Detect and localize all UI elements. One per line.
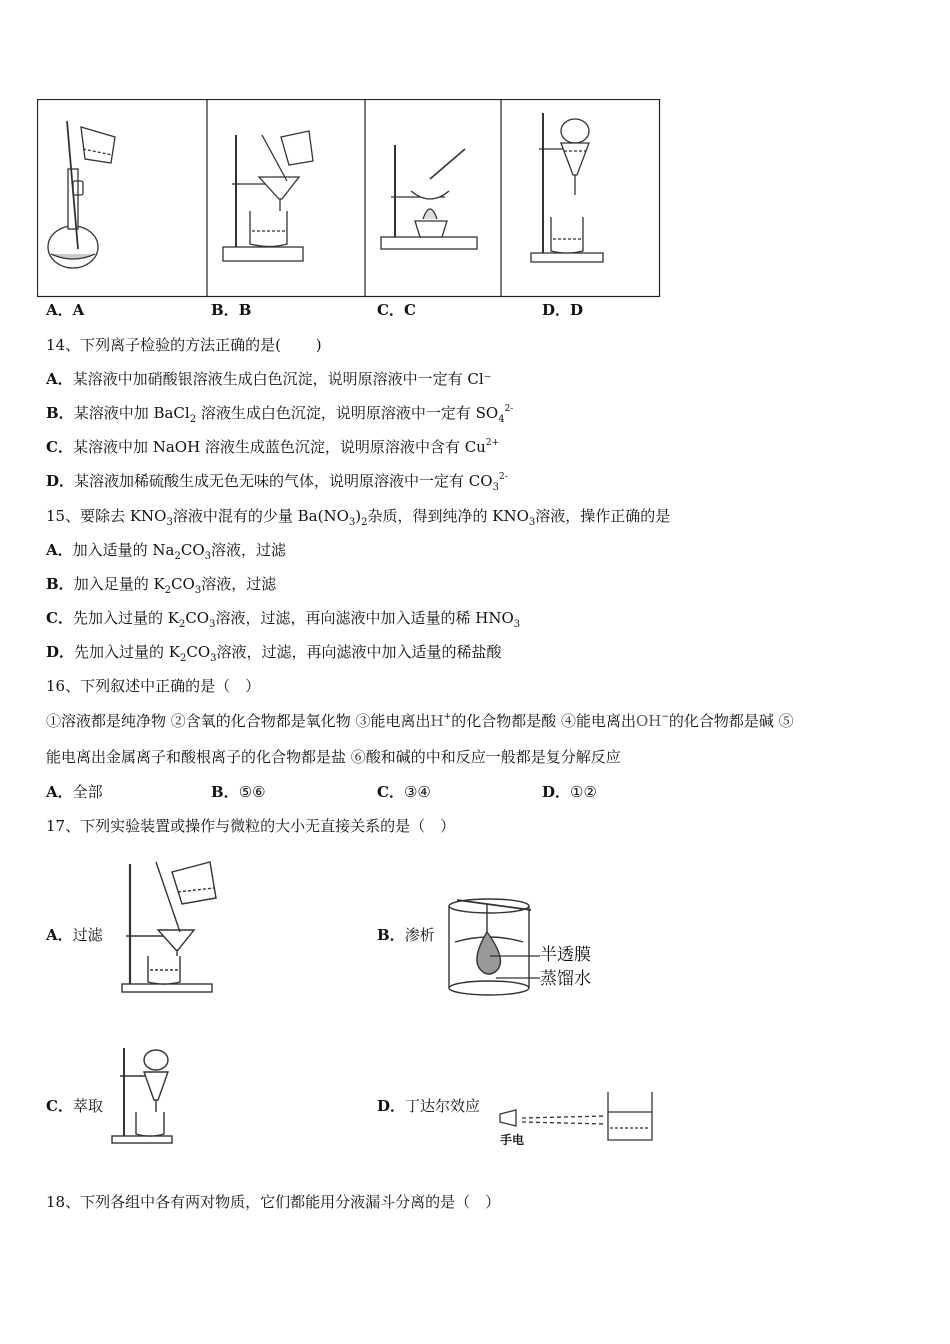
water-label: 蒸馏水 xyxy=(540,969,591,989)
filtration-figure xyxy=(223,131,313,261)
q17-option-c[interactable]: C．萃取 xyxy=(46,1097,103,1115)
q16-option-a[interactable]: A．全部 xyxy=(46,783,103,801)
q14-option-b[interactable]: B．某溶液中加 BaCl$_2$ 溶液生成白色沉淀，说明原溶液中一定有 $SO_4^{2-}$ xyxy=(46,404,514,425)
q15-option-d[interactable]: D．先加入过量的 $K_2CO_3$溶液，过滤，再向滤液中加入适量的稀盐酸 xyxy=(46,643,502,664)
q15-option-c[interactable]: C．先加入过量的 $K_2CO_3$溶液，过滤，再向滤液中加入适量的稀 $HNO_3$ xyxy=(46,609,521,630)
membrane-label: 半透膜 xyxy=(540,945,591,965)
q14-option-c[interactable]: C．某溶液中加 NaOH 溶液生成蓝色沉淀，说明原溶液中含有 $Cu^{2+}$ xyxy=(46,438,500,456)
q13-apparatus-table xyxy=(37,99,661,298)
q15-option-a[interactable]: A．加入适量的 $Na_2CO_3$溶液，过滤 xyxy=(46,541,287,562)
q13-option-c-text: C xyxy=(403,301,416,319)
q15-stem: 15、要除去 $KNO_3$溶液中混有的少量 $Ba(NO_3)_2$杂质，得到纯净的 $KNO_3$溶液，操作正确的是 xyxy=(46,507,671,528)
q13-option-b[interactable]: B．B xyxy=(211,301,252,319)
q14-option-a[interactable]: A．某溶液中加硝酸银溶液生成白色沉淀，说明原溶液中一定有 Cl⁻ xyxy=(46,370,492,388)
q13-apparatus-drawings xyxy=(37,99,661,298)
q17-option-a[interactable]: A．过滤 xyxy=(46,926,103,944)
q13-option-d[interactable]: D．D xyxy=(542,301,584,319)
q17-option-d[interactable]: D．丁达尔效应 xyxy=(377,1097,481,1115)
q17-filtration-figure xyxy=(118,858,223,996)
q13-option-c[interactable]: C．C xyxy=(377,301,416,319)
q17-stem: 17、下列实验装置或操作与微粒的大小无直接关系的是（ ） xyxy=(46,817,456,835)
q13-option-a[interactable]: A．A xyxy=(46,301,85,319)
q14-stem: 14、下列离子检验的方法正确的是( ) xyxy=(46,336,322,354)
flashlight-label: 手电 xyxy=(500,1133,525,1147)
q13-option-b-text: B xyxy=(238,301,252,319)
q17-extraction-figure xyxy=(110,1042,180,1146)
q17-option-b[interactable]: B．渗析 xyxy=(377,926,435,944)
q16-statements-line2: 能电离出金属离子和酸根离子的化合物都是盐 ⑥酸和碱的中和反应一般都是复分解反应 xyxy=(46,748,621,766)
q16-stem: 16、下列叙述中正确的是（ ） xyxy=(46,677,261,695)
q15-option-b[interactable]: B．加入足量的 $K_2CO_3$溶液，过滤 xyxy=(46,575,277,596)
label-pointer-lines xyxy=(490,944,550,984)
q14-option-d[interactable]: D．某溶液加稀硫酸生成无色无味的气体，说明原溶液中一定有 $CO_3^{2-}$ xyxy=(46,472,508,493)
evaporation-figure xyxy=(381,145,477,249)
q18-stem: 18、下列各组中各有两对物质，它们都能用分液漏斗分离的是（ ） xyxy=(46,1193,501,1211)
q16-option-b[interactable]: B．⑤⑥ xyxy=(211,783,266,801)
volumetric-flask-figure xyxy=(48,121,115,268)
q13-option-d-text: D xyxy=(570,301,584,319)
q16-option-d[interactable]: D．①② xyxy=(542,783,597,801)
separatory-funnel-figure xyxy=(531,113,603,262)
q16-option-c[interactable]: C．③④ xyxy=(377,783,431,801)
q16-statements-line1: ①溶液都是纯净物 ②含氧的化合物都是氧化物 ③能电离出H+的化合物都是酸 ④能电离出OH−的化合物都是碱 ⑤ xyxy=(46,712,794,730)
q13-option-a-text: A xyxy=(72,301,85,319)
